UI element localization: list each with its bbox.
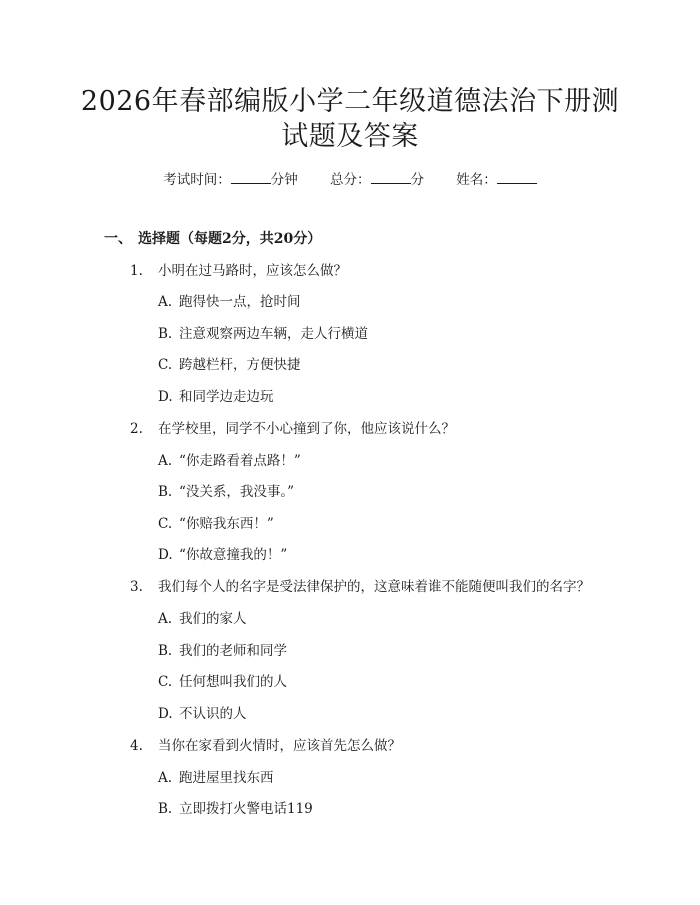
option-letter: C. — [158, 674, 173, 690]
option-text: 跑进屋里找东西 — [179, 770, 274, 786]
option-letter: A. — [158, 294, 173, 310]
question-2 — [130, 420, 455, 438]
option — [158, 293, 301, 311]
option — [158, 483, 294, 501]
option — [158, 610, 247, 628]
question-text: 在学校里，同学不小心撞到了你，他应该说什么？ — [158, 421, 455, 437]
exam-time — [163, 170, 298, 189]
option-text: “你走路看着点路！” — [179, 453, 301, 469]
score-blank — [371, 170, 411, 184]
question-number: 4. — [130, 738, 143, 754]
option — [158, 515, 274, 533]
option-text: “你赔我东西！” — [179, 516, 274, 532]
option-letter: B. — [158, 484, 173, 500]
score-label: 总分： — [330, 172, 371, 188]
question-number: 2. — [130, 421, 143, 437]
exam-meta — [0, 170, 700, 189]
option — [158, 769, 274, 787]
option — [158, 325, 368, 343]
option-text: “你故意撞我的！” — [179, 547, 288, 563]
option-text: 跨越栏杆，方便快捷 — [179, 357, 301, 373]
option-text: 跑得快一点，抢时间 — [179, 294, 301, 310]
option — [158, 388, 274, 406]
option-letter: B. — [158, 643, 173, 659]
option — [158, 546, 287, 564]
option-text: 和同学边走边玩 — [179, 389, 274, 405]
option-text: 我们的家人 — [179, 611, 247, 627]
time-unit: 分钟 — [270, 172, 298, 188]
option-letter: D. — [158, 706, 173, 722]
question-3 — [130, 578, 590, 596]
page-title-line-2: 试题及答案 — [281, 121, 419, 152]
option — [158, 642, 287, 660]
option-text: 任何想叫我们的人 — [179, 674, 287, 690]
score-unit: 分 — [410, 172, 424, 188]
option — [158, 452, 301, 470]
name-blank — [497, 170, 537, 184]
option — [158, 800, 313, 818]
question-text: 我们每个人的名字是受法律保护的，这意味着谁不能随便叫我们的名字？ — [158, 579, 590, 595]
option-letter: A. — [158, 611, 173, 627]
option — [158, 673, 287, 691]
question-1 — [130, 262, 347, 280]
option-letter: A. — [158, 453, 173, 469]
page-title-line-1: 2026年春部编版小学二年级道德法治下册测 — [80, 86, 620, 117]
name-label: 姓名： — [456, 172, 497, 188]
option-letter: C. — [158, 516, 173, 532]
option-text: 我们的老师和同学 — [179, 643, 287, 659]
option-text: 不认识的人 — [179, 706, 247, 722]
option — [158, 356, 301, 374]
option-letter: D. — [158, 547, 173, 563]
question-number: 3. — [130, 579, 143, 595]
option-letter: A. — [158, 770, 173, 786]
time-label: 考试时间： — [163, 172, 231, 188]
option-letter: D. — [158, 389, 173, 405]
question-number: 1. — [130, 263, 143, 279]
option-letter: B. — [158, 801, 173, 817]
question-text: 当你在家看到火情时，应该首先怎么做？ — [158, 738, 401, 754]
option-text: “没关系，我没事。” — [179, 484, 295, 500]
option-letter: C. — [158, 357, 173, 373]
question-text: 小明在过马路时，应该怎么做？ — [158, 263, 347, 279]
question-4 — [130, 737, 401, 755]
option-letter: B. — [158, 326, 173, 342]
section-label: 选择题（每题2分，共20分） — [138, 231, 322, 247]
section-number: 一、 — [104, 231, 132, 247]
exam-score — [330, 170, 424, 189]
time-blank — [231, 170, 271, 184]
exam-name — [456, 170, 537, 189]
option-text: 立即拨打火警电话119 — [179, 801, 313, 817]
option-text: 注意观察两边车辆，走人行横道 — [179, 326, 368, 342]
option — [158, 705, 247, 723]
section-heading — [104, 230, 321, 248]
